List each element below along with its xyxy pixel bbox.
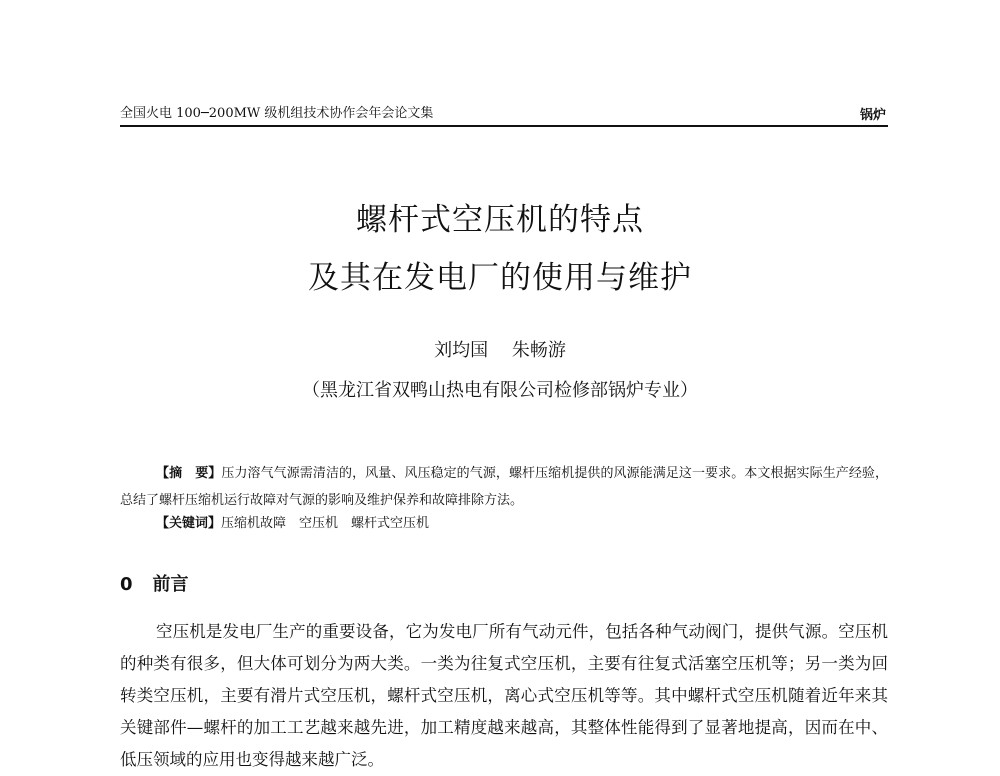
header-proceedings-title: 全国火电 100─200MW 级机组技术协作会年会论文集: [120, 106, 434, 121]
body-paragraph: [120, 616, 888, 776]
keywords-label: 【关键词】: [156, 516, 222, 531]
section-title: 前言: [152, 574, 189, 595]
abstract: [120, 460, 888, 514]
section-number: 0: [120, 574, 133, 595]
paper-title-line-2: 及其在发电厂的使用与维护: [308, 260, 692, 296]
running-header: [120, 103, 888, 127]
paper-title-line-1: 螺杆式空压机的特点: [356, 202, 644, 238]
body-text: 空压机是发电厂生产的重要设备，它为发电厂所有气动元件，包括各种气动阀门，提供气源。空压机的种类有很多，但大体可划分为两大类。一类为往复式空压机，主要有往复式活塞空压机等；另一类为回转类空压机，主要有滑片式空压机，螺杆式空压机，离心式空压机等等。其中螺杆式空压机随着近年来其关键部件—螺杆的加工工艺越来越先进，加工精度越来越高，其整体性能得到了显著地提高，因而在中、低压领域的应用也变得越来越广泛。: [120, 622, 888, 769]
authors: 刘均国 朱畅游: [434, 340, 566, 361]
section-heading: [120, 570, 189, 596]
keywords: [156, 514, 429, 534]
header-section-label: 锅炉: [859, 108, 886, 123]
affiliation: （黑龙江省双鸭山热电有限公司检修部锅炉专业）: [302, 380, 698, 401]
keywords-text: 压缩机故障 空压机 螺杆式空压机: [221, 516, 430, 531]
abstract-label: 【摘 要】: [156, 466, 222, 481]
abstract-text: 压力溶气气源需清洁的，风量、风压稳定的气源，螺杆压缩机提供的风源能满足这一要求。本文根据实际生产经验，总结了螺杆压缩机运行故障对气源的影响及维护保养和故障排除方法。: [120, 466, 888, 508]
